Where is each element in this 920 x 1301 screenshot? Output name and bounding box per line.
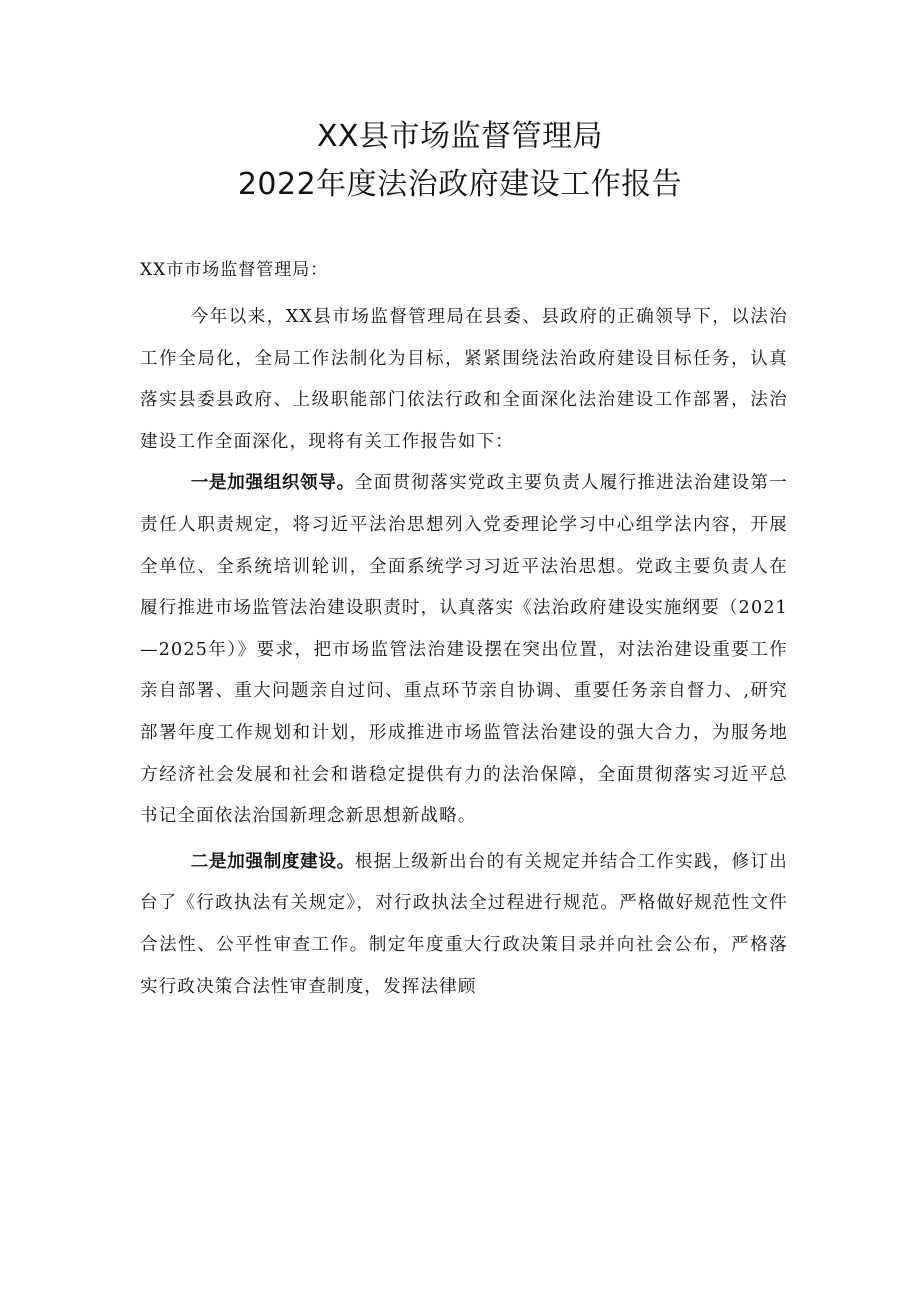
section-text: 全面贯彻落实党政主要负责人履行推进法治建设第一责任人职责规定，将习近平法治思想列入党委理论学习中心组学法内容，开展全单位、全系统培训轮训，全面系统学习习近平法治思想。党政主要负责人在履行推进市场监管法治建设职责时，认真落实《法治政府建设实施纲要（2021—2025年）》要求，把市场监管法治建设摆在突出位置，对法治建设重要工作亲自部署、重大问题亲自过问、重点环节亲自协调、重要任务亲自督力、,研究部署年度工作规划和计划，形成推进市场监管法治建设的强大合力，为服务地方经济社会发展和社会和谐稳定提供有力的法治保障，全面贯彻落实习近平总书记全面依法治国新理念新思想新战略。 [140, 473, 788, 827]
section-organization-leadership [140, 463, 788, 837]
section-text: 根据上级新出台的有关规定并结合工作实践，修订出台了《行政执法有关规定》，对行政执法全过程进行规范。严格做好规范性文件合法性、公平性审查工作。制定年度重大行政决策目录并向社会公布，严格落实行政决策合法性审查制度，发挥法律顾 [140, 851, 788, 997]
section-heading: 一是加强组织领导。 [190, 473, 355, 494]
title-line-1: XX县市场监督管理局 [316, 119, 604, 154]
section-system-building [140, 842, 788, 1008]
salutation: XX市市场监督管理局： [140, 260, 329, 280]
document-title [0, 113, 920, 209]
title-line-2: 2022年度法治政府建设工作报告 [237, 167, 683, 202]
report-body [140, 297, 788, 1008]
intro-paragraph: 今年以来，XX县市场监督管理局在县委、县政府的正确领导下，以法治工作全局化，全局工作法制化为目标，紧紧围绕法治政府建设目标任务，认真落实县委县政府、上级职能部门依法行政和全面深化法治建设工作部署，法治建设工作全面深化，现将有关工作报告如下： [140, 307, 788, 452]
section-heading: 二是加强制度建设。 [190, 851, 355, 872]
